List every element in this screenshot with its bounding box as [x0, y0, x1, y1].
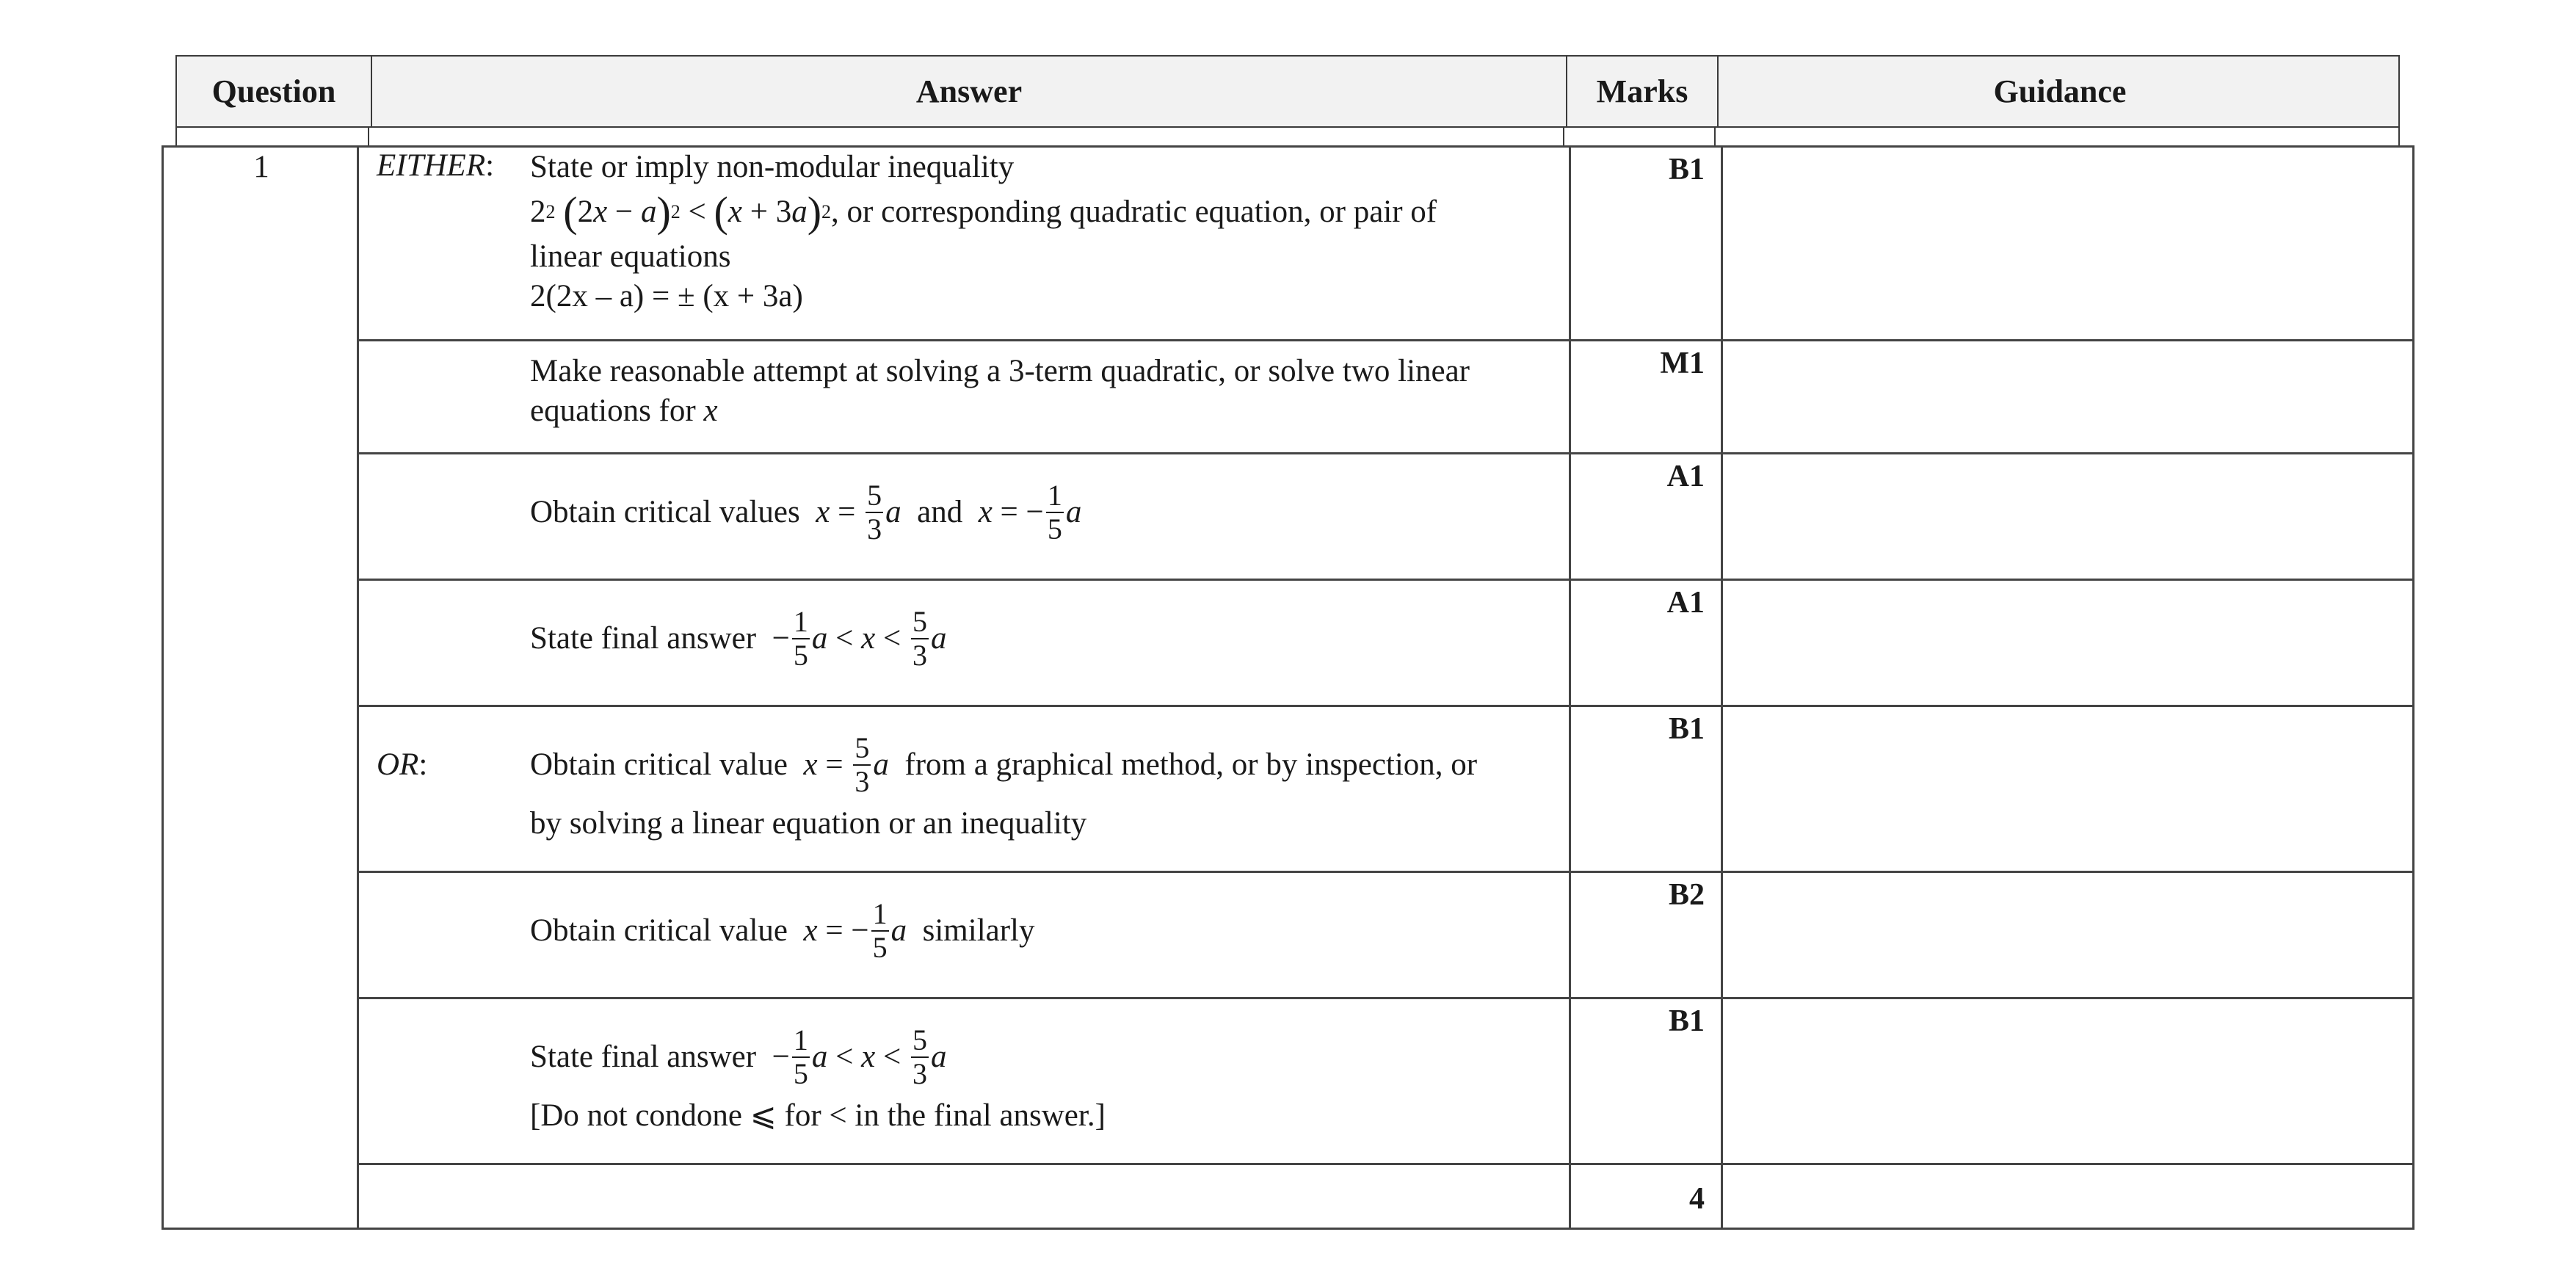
- guidance-cell: [1723, 148, 2414, 339]
- table-row: [359, 999, 2414, 1165]
- header-stub: [175, 126, 177, 145]
- answer-line: Make reasonable attempt at solving a 3-term quadratic, or solve two linear: [530, 354, 1470, 388]
- answer-note: [Do not condone ⩽ for < in the final answer.]: [530, 1098, 1106, 1133]
- mark-cell: A1: [1571, 454, 1723, 579]
- answer-line: by solving a linear equation or an inequality: [530, 806, 1087, 841]
- answer-cell: [359, 999, 1571, 1163]
- guidance-cell: [1723, 581, 2414, 705]
- guidance-cell: [1723, 873, 2414, 997]
- header-question: Question: [211, 73, 336, 109]
- table-row: [359, 581, 2414, 707]
- final-answer-expression: State final answer − $\frac{1}{5}$ a < x < $\frac{5}{3}$ a: [530, 605, 947, 672]
- answer-cell: [359, 873, 1571, 997]
- header-answer: Answer: [371, 57, 1566, 126]
- critical-values-expression: Obtain critical values x = $\frac{5}{3}$ a and x = − $\frac{1}{5}$ a: [530, 479, 1082, 545]
- header-stub: [1714, 126, 1716, 145]
- answer-line: State or imply non-modular inequality: [530, 150, 1015, 184]
- question-number: 1: [253, 150, 269, 184]
- mark-cell: B1: [1571, 999, 1723, 1163]
- answer-cell: [359, 581, 1571, 705]
- answer-cell: [359, 454, 1571, 579]
- answer-text: [530, 898, 1525, 964]
- critical-value-expression: Obtain critical value x = − $\frac{1}{5}$ a similarly: [530, 897, 1035, 964]
- inequality-tail: , or corresponding quadratic equation, or pair of: [831, 195, 1437, 229]
- guidance-cell: [1723, 999, 2414, 1163]
- question-column: [164, 148, 359, 1228]
- answer-text: [530, 1024, 1525, 1136]
- header-stub: [2398, 126, 2400, 145]
- table-row: [359, 148, 2414, 341]
- mark-cell: B1: [1571, 148, 1723, 339]
- mark-cell: B1: [1571, 707, 1723, 871]
- guidance-cell: [1723, 707, 2414, 871]
- mark-cell: A1: [1571, 581, 1723, 705]
- header-guidance: Guidance: [1717, 57, 2401, 126]
- answer-line: equations for x: [530, 394, 718, 428]
- answer-cell: [359, 341, 1571, 452]
- answer-cell: [359, 148, 1571, 339]
- header-marks: Marks: [1566, 57, 1717, 126]
- mark-scheme-table: [162, 145, 2414, 1230]
- answer-cell: [359, 1165, 1571, 1230]
- guidance-cell: [1723, 1165, 2414, 1230]
- answer-text: [530, 148, 1525, 316]
- answer-text: [530, 732, 1525, 844]
- table-row: [359, 1165, 2414, 1230]
- answer-text: [530, 352, 1525, 431]
- header-stub: [368, 126, 369, 145]
- table-header: [175, 55, 2400, 128]
- table-row: [359, 341, 2414, 454]
- final-answer-expression: State final answer − $\frac{1}{5}$ a < x < $\frac{5}{3}$ a: [530, 1023, 947, 1090]
- critical-value-expression: Obtain critical value x = $\frac{5}{3}$ a from a graphical method, or by inspection, or: [530, 731, 1478, 798]
- answer-line: 2(2x – a) = ± (x + 3a): [530, 279, 803, 313]
- answer-cell: [359, 707, 1571, 871]
- table-row: [359, 873, 2414, 999]
- header-stub: [1563, 126, 1564, 145]
- mark-cell: M1: [1571, 341, 1723, 452]
- method-label: EITHER:: [377, 148, 495, 183]
- inequality-expression: 2 2 ( 2 x − a ) 2 < ( x + 3 a ) 2 , or corresponding quadratic equation, or pair of: [530, 188, 1437, 236]
- answer-text: [530, 479, 1525, 545]
- answer-line: linear equations: [530, 239, 731, 274]
- guidance-cell: [1723, 454, 2414, 579]
- table-row: [359, 454, 2414, 581]
- method-label: OR:: [377, 747, 428, 782]
- table-row: [359, 707, 2414, 873]
- mark-cell: B2: [1571, 873, 1723, 997]
- guidance-cell: [1723, 341, 2414, 452]
- answer-text: [530, 606, 1525, 672]
- total-marks-cell: 4: [1571, 1165, 1723, 1230]
